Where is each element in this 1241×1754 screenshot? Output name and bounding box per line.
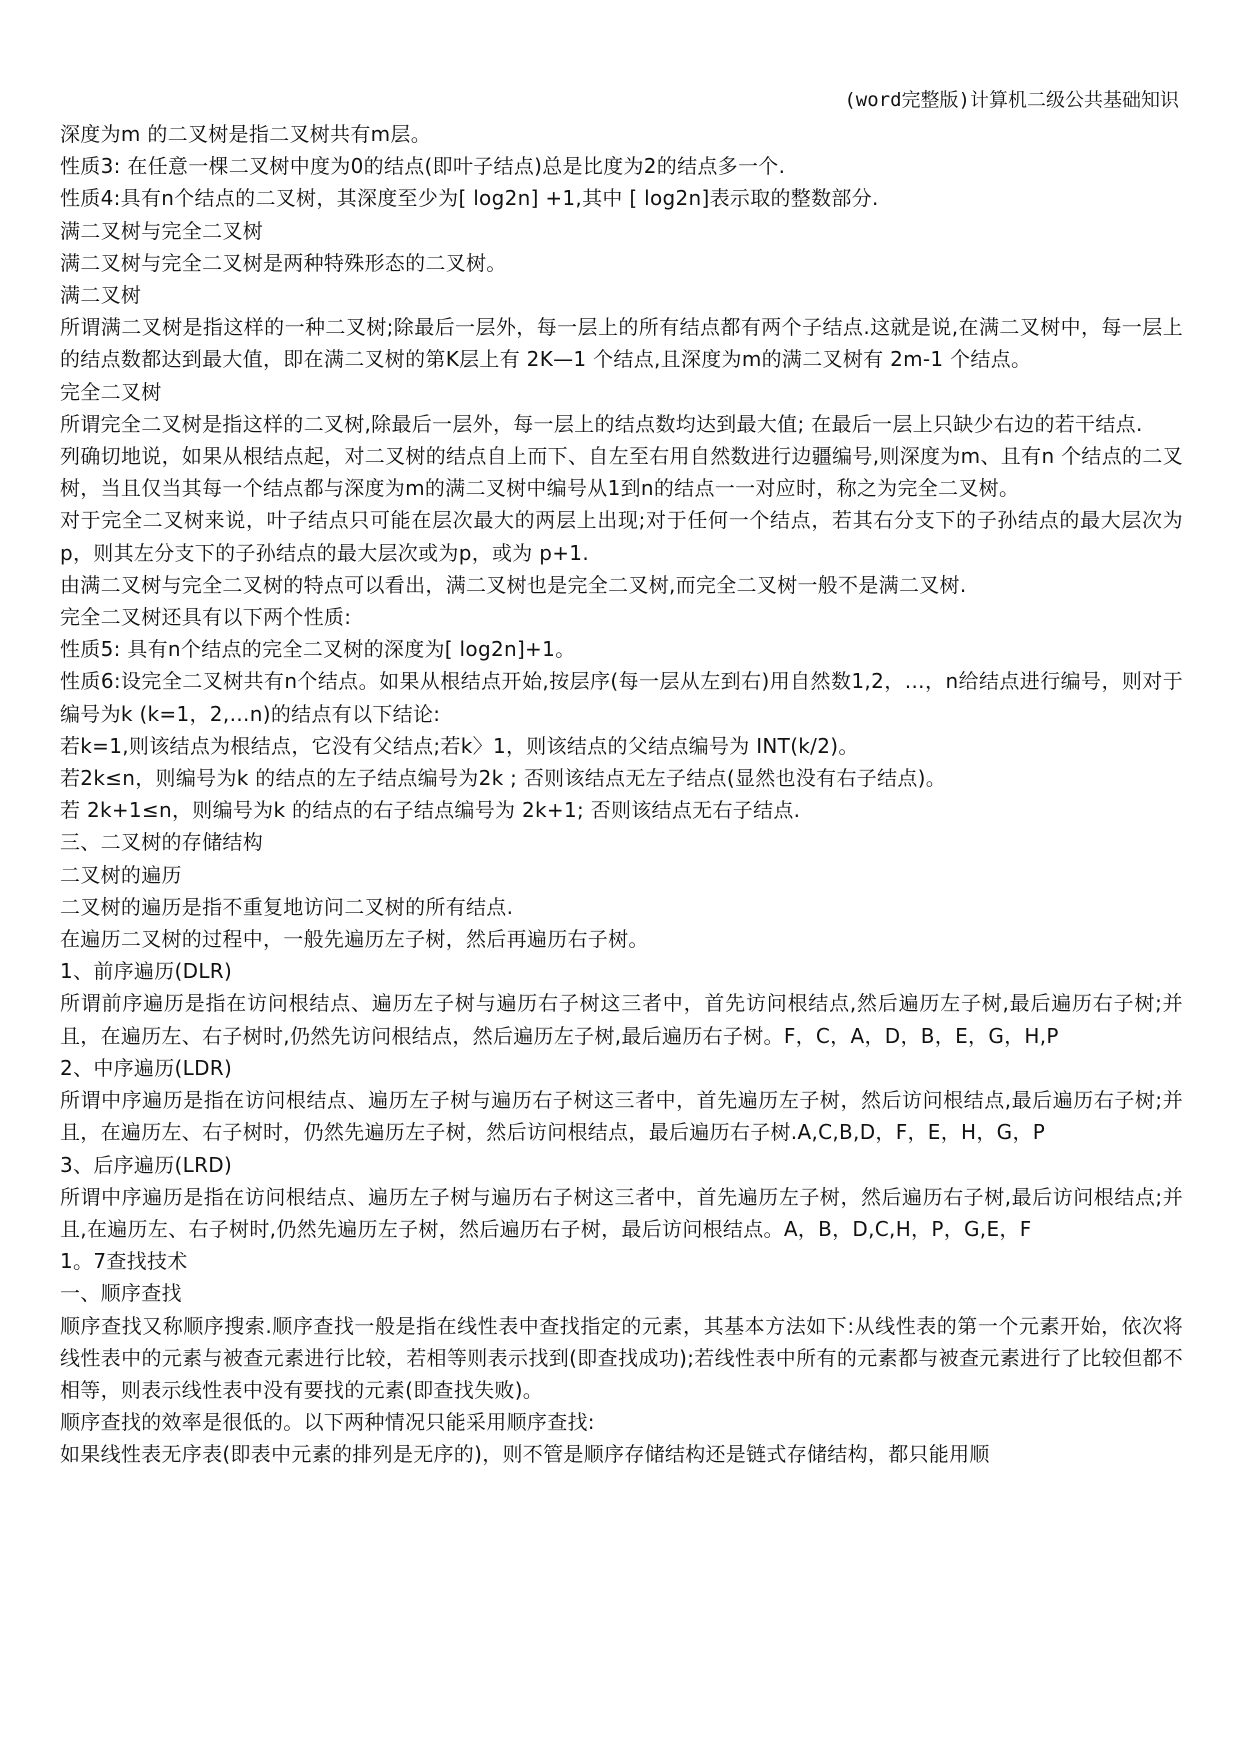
paragraph: 所谓前序遍历是指在访问根结点、遍历左子树与遍历右子树这三者中，首先访问根结点,然后遍历左子树,最后遍历右子树;并且，在遍历左、右子树时,仍然先访问根结点，然后遍历左子树,最后遍历右子树。F，C，A，D，B，E，G，H,P xyxy=(60,991,1183,1048)
paragraph: 完全二叉树还具有以下两个性质: xyxy=(60,605,352,630)
paragraph: 二叉树的遍历是指不重复地访问二叉树的所有结点. xyxy=(60,894,514,919)
section-heading: 2、中序遍历(LDR) xyxy=(60,1055,233,1080)
paragraph: 深度为m 的二叉树是指二叉树共有m层。 xyxy=(60,122,432,146)
paragraph: 如果线性表无序表(即表中元素的排列是无序的)，则不管是顺序存储结构还是链式存储结构，都只能用顺 xyxy=(60,1442,990,1467)
running-header: (word完整版)计算机二级公共基础知识 xyxy=(844,89,1179,111)
paragraph: 顺序查找又称顺序搜索.顺序查找一般是指在线性表中查找指定的元素，其基本方法如下:从线性表的第一个元素开始，依次将线性表中的元素与被查元素进行比较，若相等则表示找到(即查找成功);若线性表中所有的元素都与被查元素进行了比较但都不相等，则表示线性表中没有要找的元素(即查找失败)。 xyxy=(60,1313,1183,1402)
paragraph: 所谓完全二叉树是指这样的二叉树,除最后一层外，每一层上的结点数均达到最大值; 在最后一层上只缺少右边的若干结点. xyxy=(60,411,1143,436)
paragraph: 满二叉树与完全二叉树是两种特殊形态的二叉树。 xyxy=(60,250,507,275)
paragraph: 对于完全二叉树来说，叶子结点只可能在层次最大的两层上出现;对于任何一个结点，若其右分支下的子孙结点的最大层次为p，则其左分支下的子孙结点的最大层次或为p，或为 p+1. xyxy=(60,508,1183,565)
section-heading: 满二叉树与完全二叉树 xyxy=(60,218,263,243)
section-heading: 三、二叉树的存储结构 xyxy=(60,830,263,855)
section-heading: 3、后序遍历(LRD) xyxy=(60,1152,233,1177)
paragraph: 若 2k+1≤n，则编号为k 的结点的右子结点编号为 2k+1; 否则该结点无右子结点. xyxy=(60,798,801,823)
section-heading: 一、顺序查找 xyxy=(60,1281,182,1306)
paragraph: 顺序查找的效率是很低的。以下两种情况只能采用顺序查找: xyxy=(60,1410,595,1435)
paragraph: 所谓满二叉树是指这样的一种二叉树;除最后一层外，每一层上的所有结点都有两个子结点.这就是说,在满二叉树中，每一层上的结点数都达到最大值，即在满二叉树的第K层上有 2K—1 个结点,且深度为m的满二叉树有 2m-1 个结点。 xyxy=(60,315,1183,372)
paragraph: 性质6:设完全二叉树共有n个结点。如果从根结点开始,按层序(每一层从左到右)用自然数1,2，…，n给结点进行编号，则对于编号为k (k=1，2,…n)的结点有以下结论: xyxy=(60,669,1183,726)
section-heading: 二叉树的遍历 xyxy=(60,862,182,887)
paragraph: 列确切地说，如果从根结点起，对二叉树的结点自上而下、自左至右用自然数进行边疆编号,则深度为m、且有n 个结点的二叉树，当且仅当其每一个结点都与深度为m的满二叉树中编号从1到n的结点一一对应时，称之为完全二叉树。 xyxy=(60,444,1183,501)
paragraph: 若2k≤n，则编号为k 的结点的左子结点编号为2k ; 否则该结点无左子结点(显然也没有右子结点)。 xyxy=(60,766,947,791)
section-heading: 满二叉树 xyxy=(60,283,142,308)
section-heading: 1。7查找技术 xyxy=(60,1249,188,1274)
paragraph: 由满二叉树与完全二叉树的特点可以看出，满二叉树也是完全二叉树,而完全二叉树一般不是满二叉树. xyxy=(60,572,967,597)
paragraph: 性质3: 在任意一棵二叉树中度为0的结点(即叶子结点)总是比度为2的结点多一个. xyxy=(60,154,786,179)
paragraph: 性质4:具有n个结点的二叉树，其深度至少为[ log2n] +1,其中 [ log2n]表示取的整数部分. xyxy=(60,186,879,211)
paragraph: 若k=1,则该结点为根结点，它没有父结点;若k〉1，则该结点的父结点编号为 INT(k/2)。 xyxy=(60,733,859,758)
body-text xyxy=(60,118,1183,1471)
paragraph: 所谓中序遍历是指在访问根结点、遍历左子树与遍历右子树这三者中，首先遍历左子树，然后访问根结点,最后遍历右子树;并且，在遍历左、右子树时，仍然先遍历左子树，然后访问根结点，最后遍历右子树.A,C,B,D，F，E，H，G，P xyxy=(60,1088,1183,1145)
paragraph: 在遍历二叉树的过程中，一般先遍历左子树，然后再遍历右子树。 xyxy=(60,927,649,952)
section-heading: 完全二叉树 xyxy=(60,379,162,404)
section-heading: 1、前序遍历(DLR) xyxy=(60,959,233,984)
paragraph: 性质5: 具有n个结点的完全二叉树的深度为[ log2n]+1。 xyxy=(60,637,576,662)
paragraph: 所谓中序遍历是指在访问根结点、遍历左子树与遍历右子树这三者中，首先遍历左子树，然后遍历右子树,最后访问根结点;并且,在遍历左、右子树时,仍然先遍历左子树，然后遍历右子树，最后访问根结点。A，B，D,C,H，P，G,E，F xyxy=(60,1184,1183,1241)
